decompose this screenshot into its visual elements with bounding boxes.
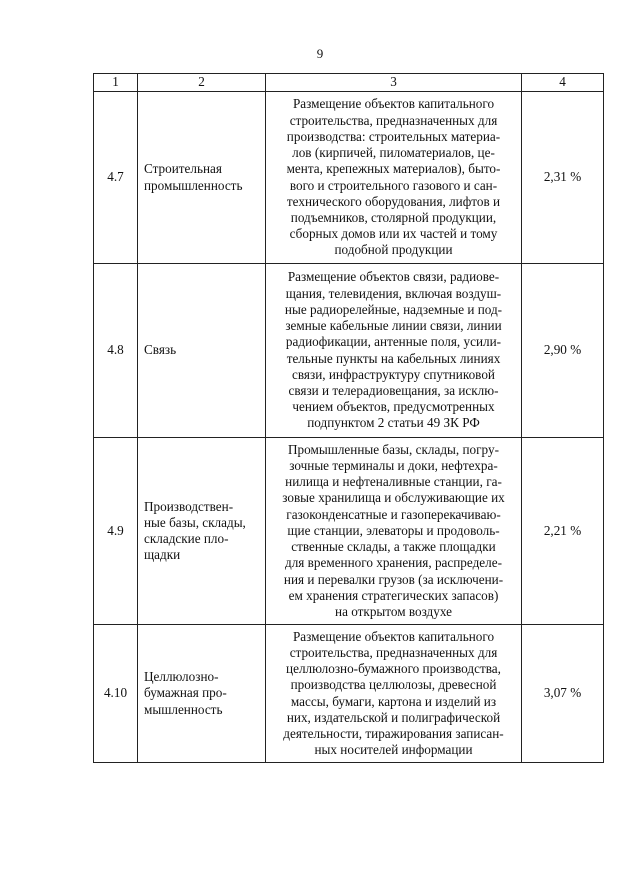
column-header-3: 3	[266, 74, 522, 92]
row-description-line: нилища и нефтеналивные станции, га-	[285, 474, 502, 490]
row-description-line: Размещение объектов капитального	[292, 628, 495, 644]
row-description-line: них, издательской и полиграфической	[286, 709, 501, 725]
row-description-line: газоконденсатные и газоперекачиваю-	[286, 506, 501, 522]
row-name-line: Связь	[144, 342, 177, 358]
row-percent: 2,21 %	[522, 438, 604, 625]
row-code: 4.9	[94, 438, 138, 625]
row-description-line: Размещение объектов связи, радиове-	[287, 269, 500, 285]
row-description-line: зовые хранилища и обслуживающие их	[282, 490, 505, 506]
row-percent: 2,31 %	[522, 92, 604, 264]
table-header-row	[94, 74, 604, 92]
row-description-line: мента, крепежных материалов), быто-	[286, 161, 501, 177]
row-description-line: земные кабельные линии связи, линии	[285, 318, 502, 334]
row-percent: 3,07 %	[522, 625, 604, 763]
land-use-table	[93, 73, 604, 763]
row-description-line: ственные склады, а также площадки	[291, 539, 496, 555]
row-name-line: мышленность	[144, 701, 223, 717]
row-description-line: чением объектов, предусмотренных	[292, 399, 495, 415]
row-description-line: тельные пункты на кабельных линиях	[286, 350, 501, 366]
row-name-line: бумажная про-	[144, 685, 227, 701]
table-row	[94, 625, 604, 763]
row-description	[266, 438, 522, 625]
row-description-line: ных носителей информации	[314, 742, 473, 758]
row-name-line: ные базы, склады,	[144, 514, 246, 530]
row-description-line: щие станции, элеваторы и продоволь-	[287, 522, 500, 538]
row-description-line: подъемников, столярной продукции,	[290, 209, 497, 225]
row-description-line: ем хранения стратегических запасов)	[288, 587, 499, 603]
row-description-line: связи и телерадиовещания, за исклю-	[288, 382, 499, 398]
row-name-line: Целлюлозно-	[144, 669, 219, 685]
row-name	[138, 625, 266, 763]
table-row	[94, 92, 604, 264]
row-description-line: ные радиорелейные, надземные и под-	[284, 301, 503, 317]
row-description-line: ния и перевалки грузов (за исключени-	[283, 571, 504, 587]
row-description-line: радиофикации, антенные поля, усили-	[285, 334, 502, 350]
row-description	[266, 625, 522, 763]
row-name-line: Строительная	[144, 161, 222, 177]
row-name-line: Производствен-	[144, 498, 234, 514]
row-name-line: щадки	[144, 547, 181, 563]
row-name	[138, 264, 266, 438]
page-number: 9	[316, 46, 324, 61]
table-row	[94, 438, 604, 625]
row-description-line: сборных домов или их частей и тому	[289, 226, 498, 242]
row-description-line: производства: строительных материа-	[286, 128, 501, 144]
column-header-2: 2	[138, 74, 266, 92]
row-description-line: подпунктом 2 статьи 49 ЗК РФ	[307, 415, 480, 431]
row-name-line: складские пло-	[144, 531, 229, 546]
row-percent: 2,90 %	[522, 264, 604, 438]
row-description-line: массы, бумаги, картона и изделий из	[290, 693, 497, 709]
row-name	[138, 438, 266, 625]
row-name-line: промышленность	[144, 177, 243, 193]
row-description-line: технического оборудования, лифтов и	[286, 193, 501, 209]
row-description-line: связи, инфраструктуру спутниковой	[292, 366, 495, 382]
column-header-1: 1	[94, 74, 138, 92]
row-description-line: строительства, предназначенных для	[289, 644, 498, 660]
row-description	[266, 264, 522, 438]
row-description-line: производства целлюлозы, древесной	[290, 677, 497, 693]
row-description	[266, 92, 522, 264]
row-code: 4.8	[94, 264, 138, 438]
row-code: 4.10	[94, 625, 138, 763]
row-description-line: лов (кирпичей, пиломатериалов, це-	[292, 145, 495, 161]
row-description-line: подобной продукции	[334, 242, 453, 258]
row-description-line: Размещение объектов капитального	[292, 96, 495, 112]
row-description-line: для временного хранения, распределе-	[285, 555, 502, 571]
row-description-line: целлюлозно-бумажного производства,	[286, 661, 501, 677]
row-name	[138, 92, 266, 264]
row-code: 4.7	[94, 92, 138, 264]
row-description-line: строительства, предназначенных для	[289, 112, 498, 128]
row-description-line: щания, телевидения, включая воздуш-	[285, 285, 502, 301]
row-description-line: зочные терминалы и доки, нефтехра-	[289, 458, 498, 474]
row-description-line: Промышленные базы, склады, погру-	[288, 441, 499, 457]
row-description-line: вого и строительного газового и сан-	[289, 177, 498, 193]
table-row	[94, 264, 604, 438]
column-header-4: 4	[522, 74, 604, 92]
row-description-line: деятельности, тиражирования записан-	[283, 725, 504, 741]
row-description-line: на открытом воздухе	[335, 603, 452, 619]
